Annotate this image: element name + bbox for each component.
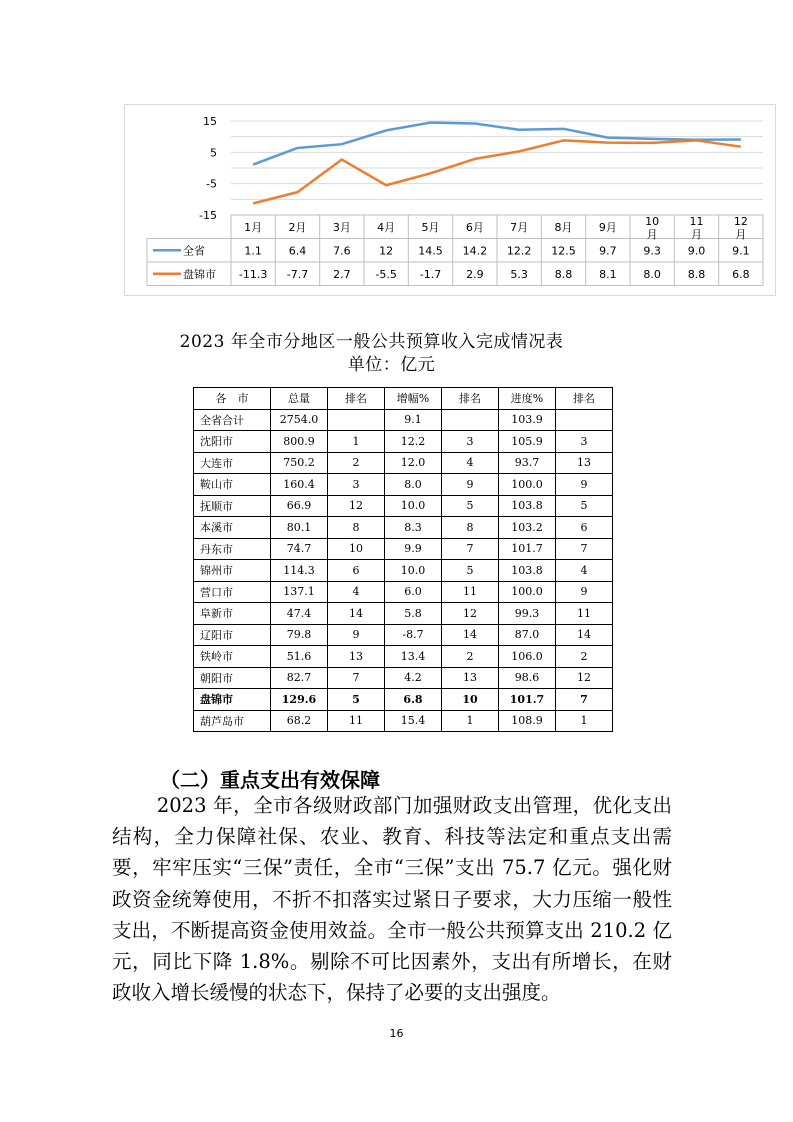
x-tick-label: 12 月: [733, 215, 748, 241]
y-tick-label: 5: [210, 146, 217, 160]
data-label: -1.7: [419, 267, 442, 281]
x-tick-label: 3月: [332, 221, 351, 234]
cell-progress: 101.7: [499, 538, 556, 560]
data-label: 8.0: [643, 267, 661, 281]
series-line-1: [253, 123, 741, 165]
cell-progress: 87.0: [499, 624, 556, 646]
cell-rank-growth: 12: [442, 603, 499, 625]
cell-progress: 105.9: [499, 431, 556, 453]
cell-total: 129.6: [271, 689, 328, 711]
cell-rank-total: 1: [328, 431, 385, 453]
cell-rank-progress: 5: [556, 495, 613, 517]
cell-rank-progress: 1: [556, 710, 613, 732]
cell-rank-total: 10: [328, 538, 385, 560]
cell-total: 750.2: [271, 452, 328, 474]
table-unit: 单位：亿元: [347, 355, 436, 375]
cell-rank-growth: 1: [442, 710, 499, 732]
table-row: [194, 667, 613, 689]
cell-rank-total: 9: [328, 624, 385, 646]
legend-label: 全省: [183, 244, 205, 258]
cell-progress: 93.7: [499, 452, 556, 474]
cell-progress: 101.7: [499, 689, 556, 711]
data-label: 14.5: [418, 244, 443, 258]
cell-growth: -8.7: [385, 624, 442, 646]
table-title: 2023 年全市分地区一般公共预算收入完成情况表: [179, 332, 564, 352]
cell-progress: 100.0: [499, 474, 556, 496]
cell-rank-growth: 2: [442, 646, 499, 668]
cell-city: 阜新市: [194, 603, 271, 625]
header-total: 总量: [271, 388, 328, 410]
cell-rank-total: 4: [328, 581, 385, 603]
data-label: 1.1: [244, 244, 262, 258]
data-label: 7.6: [333, 244, 351, 258]
cell-total: 137.1: [271, 581, 328, 603]
cell-city: 辽阳市: [194, 624, 271, 646]
cell-total: 74.7: [271, 538, 328, 560]
cell-rank-progress: 13: [556, 452, 613, 474]
cell-rank-growth: 10: [442, 689, 499, 711]
cell-rank-total: 5: [328, 689, 385, 711]
cell-city: 鞍山市: [194, 474, 271, 496]
cell-rank-growth: 11: [442, 581, 499, 603]
cell-growth: 9.9: [385, 538, 442, 560]
table-row: [194, 474, 613, 496]
y-tick-label: -5: [206, 177, 217, 191]
table-row: [194, 495, 613, 517]
cell-total: 47.4: [271, 603, 328, 625]
cell-progress: 106.0: [499, 646, 556, 668]
cell-rank-growth: 9: [442, 474, 499, 496]
cell-progress: 103.8: [499, 495, 556, 517]
cell-rank-total: 7: [328, 667, 385, 689]
table-body: [194, 409, 613, 732]
data-label: 2.7: [333, 267, 351, 281]
table-row: [194, 431, 613, 453]
line-chart: [124, 104, 776, 296]
cell-rank-total: 13: [328, 646, 385, 668]
cell-progress: 99.3: [499, 603, 556, 625]
cell-rank-total: 3: [328, 474, 385, 496]
cell-growth: 6.8: [385, 689, 442, 711]
y-tick-label: 15: [203, 115, 217, 128]
cell-city: 盘锦市: [194, 689, 271, 711]
header-rank-total: 排名: [328, 388, 385, 410]
data-label: 2.9: [466, 267, 484, 281]
cell-rank-progress: 9: [556, 581, 613, 603]
cell-rank-growth: 8: [442, 517, 499, 539]
cell-city: 铁岭市: [194, 646, 271, 668]
cell-total: 82.7: [271, 667, 328, 689]
cell-rank-progress: 14: [556, 624, 613, 646]
header-rank-progress: 排名: [556, 388, 613, 410]
table-row: [194, 581, 613, 603]
cell-rank-total: 2: [328, 452, 385, 474]
y-tick-label: -15: [199, 209, 217, 222]
cell-rank-total: 14: [328, 603, 385, 625]
cell-total: 80.1: [271, 517, 328, 539]
cell-growth: 13.4: [385, 646, 442, 668]
cell-progress: 103.8: [499, 560, 556, 582]
page-number: 16: [389, 1027, 404, 1040]
x-tick-label: 1月: [244, 221, 263, 234]
table-row: [194, 517, 613, 539]
table-row: [194, 710, 613, 732]
cell-rank-progress: [556, 409, 613, 431]
cell-growth: 12.0: [385, 452, 442, 474]
cell-rank-growth: 5: [442, 495, 499, 517]
cell-growth: 9.1: [385, 409, 442, 431]
cell-rank-progress: 4: [556, 560, 613, 582]
data-label: 6.4: [288, 244, 307, 258]
cell-growth: 8.3: [385, 517, 442, 539]
data-label: 9.7: [599, 244, 617, 258]
cell-total: 51.6: [271, 646, 328, 668]
cell-rank-total: 12: [328, 495, 385, 517]
table-row: [194, 538, 613, 560]
cell-city: 丹东市: [194, 538, 271, 560]
cell-rank-growth: 4: [442, 452, 499, 474]
data-label: 9.0: [687, 244, 706, 258]
x-tick-label: 11 月: [689, 215, 704, 241]
cell-growth: 12.2: [385, 431, 442, 453]
data-label: 12.2: [506, 244, 532, 258]
cell-total: 114.3: [271, 560, 328, 582]
x-tick-label: 5月: [421, 221, 440, 234]
cell-city: 沈阳市: [194, 431, 271, 453]
cell-total: 66.9: [271, 495, 328, 517]
data-label: 14.2: [462, 244, 488, 258]
cell-rank-progress: 6: [556, 517, 613, 539]
data-label: 12: [379, 244, 394, 258]
header-growth: 增幅%: [385, 388, 442, 410]
x-tick-label: 6月: [465, 221, 484, 234]
revenue-table: [193, 387, 613, 732]
cell-city: 大连市: [194, 452, 271, 474]
cell-rank-total: 11: [328, 710, 385, 732]
cell-city: 营口市: [194, 581, 271, 603]
cell-rank-progress: 3: [556, 431, 613, 453]
header-progress: 进度%: [499, 388, 556, 410]
cell-total: 2754.0: [271, 409, 328, 431]
cell-rank-growth: 14: [442, 624, 499, 646]
cell-rank-progress: 9: [556, 474, 613, 496]
cell-rank-total: 8: [328, 517, 385, 539]
chart-svg: [125, 105, 777, 297]
section-heading: （二）重点支出有效保障: [160, 768, 380, 792]
cell-rank-total: 6: [328, 560, 385, 582]
table-row: [194, 689, 613, 711]
x-tick-label: 4月: [377, 221, 396, 234]
data-label: -11.3: [238, 267, 268, 281]
data-label: 6.8: [732, 267, 750, 281]
cell-rank-growth: 7: [442, 538, 499, 560]
cell-growth: 4.2: [385, 667, 442, 689]
table-row: [194, 560, 613, 582]
cell-progress: 98.6: [499, 667, 556, 689]
data-label: -7.7: [286, 267, 309, 281]
cell-progress: 100.0: [499, 581, 556, 603]
x-tick-label: 7月: [510, 221, 529, 234]
table-header-row: [194, 388, 613, 410]
cell-total: 79.8: [271, 624, 328, 646]
cell-growth: 10.0: [385, 560, 442, 582]
cell-rank-progress: 7: [556, 689, 613, 711]
x-tick-label: 9月: [598, 221, 617, 234]
cell-progress: 103.2: [499, 517, 556, 539]
header-city: 各 市: [194, 388, 271, 410]
table-row: [194, 452, 613, 474]
cell-total: 160.4: [271, 474, 328, 496]
table-row: [194, 603, 613, 625]
table-row: [194, 624, 613, 646]
x-tick-label: 8月: [554, 221, 573, 234]
series-line-2: [253, 140, 741, 203]
cell-growth: 6.0: [385, 581, 442, 603]
data-label: -5.5: [375, 267, 397, 281]
data-label: 8.8: [554, 267, 573, 281]
cell-city: 朝阳市: [194, 667, 271, 689]
cell-total: 68.2: [271, 710, 328, 732]
header-rank-growth: 排名: [442, 388, 499, 410]
cell-growth: 5.8: [385, 603, 442, 625]
cell-rank-progress: 12: [556, 667, 613, 689]
data-label: 12.5: [551, 244, 576, 258]
cell-city: 葫芦岛市: [194, 710, 271, 732]
body-paragraph: 2023 年，全市各级财政部门加强财政支出管理，优化支出结构，全力保障社保、农业、教育、科技等法定和重点支出需要，牢牢压实“三保”责任，全市“三保”支出 75.7 亿元。强化财政资金统筹使用，不折不扣落实过紧日子要求，大力压缩一般性支出，不断提高资金使用效益。全市一般公共预算支出 210.2 亿元，同比下降 1.8%。剔除不可比因素外，支出有所增长，在财政收入增长缓慢的状态下，保持了必要的支出强度。: [112, 794, 672, 1005]
legend-label: 盘锦市: [183, 267, 216, 281]
data-label: 5.3: [510, 267, 528, 281]
cell-rank-progress: 7: [556, 538, 613, 560]
cell-progress: 108.9: [499, 710, 556, 732]
cell-rank-growth: 3: [442, 431, 499, 453]
data-label: 9.3: [643, 244, 661, 258]
data-label: 9.1: [732, 244, 750, 258]
cell-rank-growth: 5: [442, 560, 499, 582]
x-tick-label: 10 月: [645, 215, 660, 241]
x-tick-label: 2月: [288, 221, 307, 234]
cell-city: 全省合计: [194, 409, 271, 431]
data-label: 8.1: [599, 267, 617, 281]
cell-rank-total: [328, 409, 385, 431]
cell-rank-growth: 13: [442, 667, 499, 689]
cell-rank-progress: 2: [556, 646, 613, 668]
cell-growth: 10.0: [385, 495, 442, 517]
cell-rank-growth: [442, 409, 499, 431]
cell-growth: 15.4: [385, 710, 442, 732]
table-row: [194, 646, 613, 668]
cell-rank-progress: 11: [556, 603, 613, 625]
cell-city: 本溪市: [194, 517, 271, 539]
cell-progress: 103.9: [499, 409, 556, 431]
cell-growth: 8.0: [385, 474, 442, 496]
cell-city: 抚顺市: [194, 495, 271, 517]
data-label: 8.8: [687, 267, 706, 281]
cell-city: 锦州市: [194, 560, 271, 582]
table-row: [194, 409, 613, 431]
cell-total: 800.9: [271, 431, 328, 453]
